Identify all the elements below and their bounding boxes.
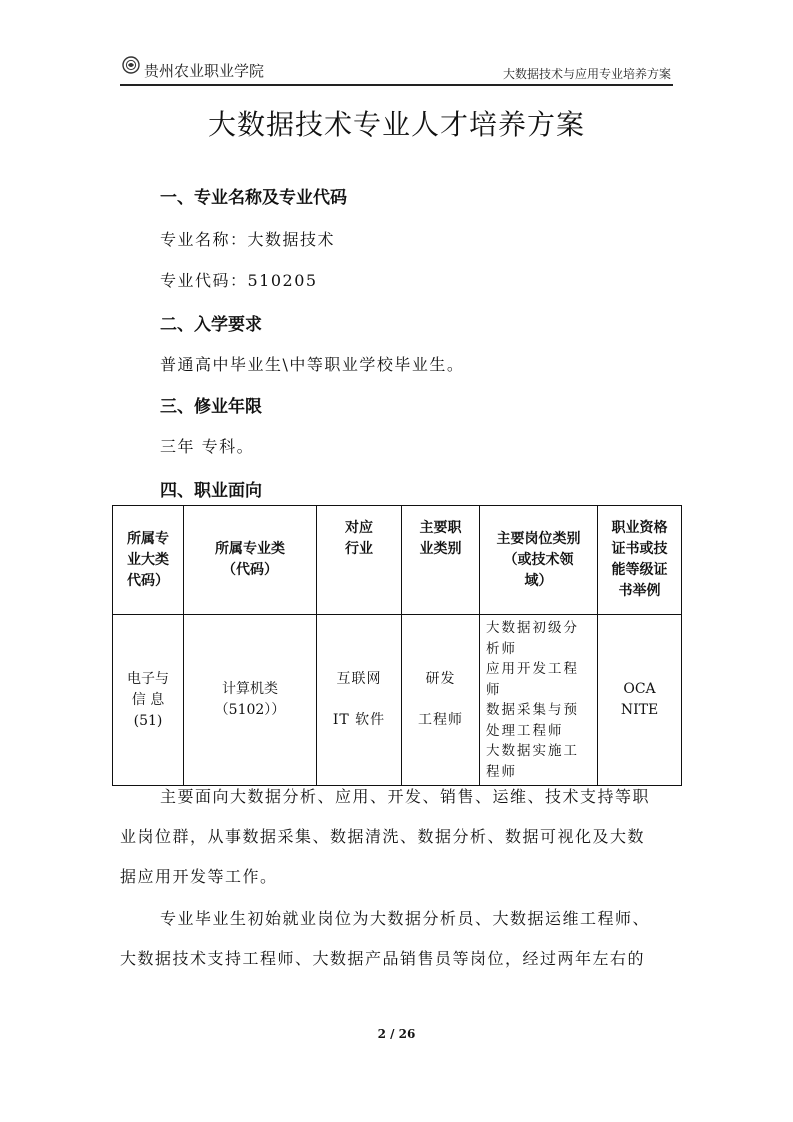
header-document-title: 大数据技术与应用专业培养方案 <box>502 67 671 81</box>
paragraph-initial-positions: 专业毕业生初始就业岗位为大数据分析员、大数据运维工程师、 大数据技术支持工程师、大数据产品销售员等岗位，经过两年左右的 <box>120 909 651 968</box>
cell-major-class: 电子与 信 息 (51) <box>113 615 184 786</box>
list-item: 数据采集与预处理工程师 <box>486 702 579 739</box>
career-orientation-table <box>112 505 682 786</box>
major-name-line: 专业名称：大数据技术 <box>160 230 336 249</box>
header-rule <box>120 84 673 86</box>
cell-positions <box>480 615 598 786</box>
cell-major: 计算机类 （5102）） <box>184 615 317 786</box>
header-major-class: 所属专 业大类 代码） <box>113 506 184 615</box>
cell-industry: 互联网 IT 软件 <box>317 615 402 786</box>
page-number: 2 / 26 <box>377 1027 416 1041</box>
cell-certificates: OCA NITE <box>598 615 682 786</box>
table-row <box>113 615 682 786</box>
header-major: 所属专业类 （代码） <box>184 506 317 615</box>
header-occupation: 主要职 业类别 <box>402 506 480 615</box>
page-title: 大数据技术专业人才培养方案 <box>207 108 585 141</box>
section-heading-duration: 三、修业年限 <box>160 397 262 417</box>
list-item: 应用开发工程师 <box>486 661 579 698</box>
section-heading-major-name: 一、专业名称及专业代码 <box>160 188 347 208</box>
list-item: 大数据实施工程师 <box>486 743 579 780</box>
header-industry: 对应 行业 <box>317 506 402 615</box>
admission-requirement: 普通高中毕业生\中等职业学校毕业生。 <box>160 355 465 374</box>
cell-occupation: 研发 工程师 <box>402 615 480 786</box>
list-item: 大数据初级分析师 <box>486 620 579 657</box>
school-logo-icon <box>122 56 140 74</box>
study-duration: 三年 专科。 <box>160 437 255 456</box>
header-positions: 主要岗位类别 （或技术领 域） <box>480 506 598 615</box>
table-header-row <box>113 506 682 615</box>
paragraph-career-scope: 主要面向大数据分析、应用、开发、销售、运维、技术支持等职 业岗位群，从事数据采集、数据清洗、数据分析、数据可视化及大数 据应用开发等工作。 <box>120 787 651 886</box>
header-certificates: 职业资格 证书或技 能等级证 书举例 <box>598 506 682 615</box>
section-heading-career: 四、职业面向 <box>160 481 262 501</box>
header-school-name: 贵州农业职业学院 <box>144 62 265 80</box>
major-code-line: 专业代码：510205 <box>160 271 318 290</box>
section-heading-admission: 二、入学要求 <box>160 315 262 335</box>
